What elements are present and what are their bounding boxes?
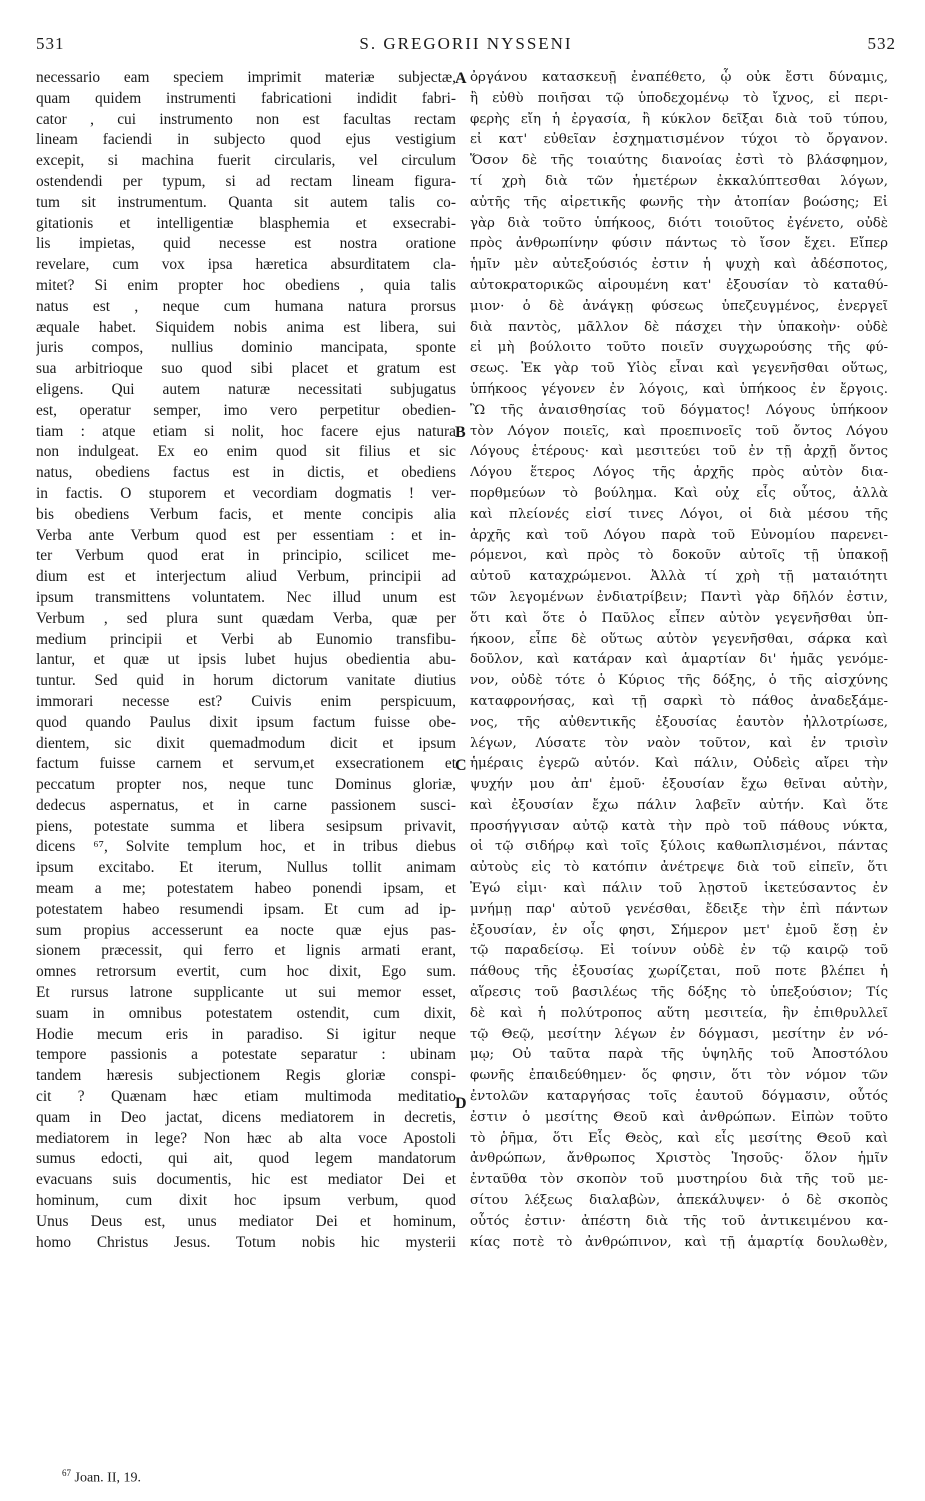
greek-text-line: δοῦλον, καὶ κατάραν καὶ ἁμαρτίαν δι' ἡμᾶς γενόμε-	[470, 652, 888, 668]
greek-text-line: ὀργάνου κατασκευῇ ἐναπέθετο, ᾧ οὐκ ἔστι δύναμις,	[470, 70, 888, 85]
latin-text-line: meam a me; potestatem habeo ponendi ipsam, et	[36, 880, 456, 898]
margin-marker-b: B	[455, 424, 466, 441]
latin-text-line: est, operatur semper, imo vero perpetitur obedien-	[36, 401, 456, 419]
latin-text-line: necessario eam speciem imprimit materiæ subjectæ,	[36, 69, 456, 86]
footnote-mark: 67	[62, 1468, 71, 1478]
page-number-right: 532	[867, 34, 896, 53]
greek-text-line: ἀρχῆς καὶ τοῦ Λόγου παρὰ τοῦ Εὐνομίου παρενει-	[470, 527, 888, 543]
greek-text-line: ὅτι καὶ ὅτε ὁ Παῦλος εἶπεν αὐτὸν γεγενῆσθαι ὑπ-	[470, 610, 888, 626]
greek-text-line: πορθμεύων τὸ βούλημα. Καὶ οὐχ εἷς οὗτος, ἀλλὰ	[470, 485, 888, 501]
latin-text-line: excepit, si machina fuerit circularis, vel circulum	[36, 152, 456, 170]
latin-text-line: dedecus aspernatus, et in carne passionem susci-	[36, 796, 456, 814]
margin-marker-a: A	[455, 70, 467, 87]
latin-text-line: quam in Deo jactat, dicens mediatorem in decretis,	[36, 1108, 456, 1126]
greek-column	[470, 68, 888, 1253]
latin-text-line: lantur, et quæ ut ipsis lubet hujus obedientia abu-	[36, 651, 456, 669]
greek-text-line: πάθους τῆς ἐξουσίας χωρίζεται, ποῦ ποτε βλέπει ἡ	[470, 964, 888, 980]
latin-text-line: in factis. O stuporem et vecordiam dogmatis ! ver-	[36, 484, 456, 502]
greek-text-line: ἀνθρώπων, ἄνθρωπος Χριστὸς Ἰησοῦς· ὅλον ἡμῖν	[470, 1151, 888, 1167]
greek-text-line: ἡμέραις ἐγερῶ αὐτόν. Καὶ πάλιν, Οὐδεὶς αἴρει τὴν	[470, 756, 888, 772]
greek-text-line: τῷ Θεῷ, μεσίτην λέγων ἐν δόγμασι, μεσίτην ἐν νό-	[470, 1026, 888, 1042]
page-number-left: 531	[36, 34, 65, 53]
latin-text-line: Et rursus latrone supplicante ut sui memor esset,	[36, 984, 456, 1002]
greek-text-line: μιον· ὁ δὲ ἀνάγκῃ φύσεως ὑπεζευγμένος, ἐνεργεῖ	[470, 298, 888, 314]
greek-text-line: οὗτός ἐστιν· ἀπέστη διὰ τῆς τοῦ ἀντικειμένου κα-	[470, 1213, 888, 1229]
footnote	[62, 1468, 141, 1487]
latin-text-line: medium principii et Verbi ab Eunomio transfibu-	[36, 630, 456, 648]
latin-text-line: piens, potestate summa et libera sesipsum privavit,	[36, 817, 456, 835]
greek-text-line: μνήμῃ παρ' αὐτοῦ γενέσθαι, ἔδειξε τὴν ἐπὶ πάντων	[470, 901, 888, 917]
latin-text-line: tuntur. Sed quid in horum dictorum vanitate diutius	[36, 672, 456, 690]
latin-text-line: sum propius accesserunt ea nocte quæ ejus pas-	[36, 921, 456, 939]
greek-text-line: Λόγους ἑτέρους· καὶ μεσιτεύει τοῦ ἐν τῇ ἀρχῇ ὄντος	[470, 444, 888, 460]
greek-text-line: πρὸς ἀνθρωπίνην φύσιν πάντως τὸ ἴσον ἔχει. Εἴπερ	[470, 236, 888, 252]
greek-text-line: τὸ ῥῆμα, ὅτι Εἷς Θεὸς, καὶ εἷς μεσίτης Θεοῦ καὶ	[470, 1130, 888, 1146]
greek-text-line: ἐξουσίαν, ἐν οἷς φησι, Σήμερον μετ' ἐμοῦ ἔσῃ ἐν	[470, 922, 888, 938]
latin-text-line: immorari necesse est? Cuivis enim perspicuum,	[36, 692, 456, 710]
page-header	[36, 34, 896, 56]
latin-text-line: dium est et interjectum aliud Verbum, principii ad	[36, 568, 456, 586]
greek-text-line: σεως. Ἐκ γὰρ τοῦ Υἱὸς εἶναι καὶ γεγενῆσθαι οὕτως,	[470, 361, 888, 377]
greek-text-line: αὐτοκρατορικῶς αἱρουμένη κατ' ἐξουσίαν τὸ καταθύ-	[470, 277, 888, 293]
greek-text-line: τῶν λεγομένων ἐνδιατρίβειν; Παντὶ γὰρ δῆλόν ἐστιν,	[470, 589, 888, 605]
latin-text-line: quam quidem instrumenti fabricationi indidit fabri-	[36, 89, 456, 107]
greek-text-line: ἐστιν ὁ μεσίτης Θεοῦ καὶ ἀνθρώπων. Εἰπὼν τοῦτο	[470, 1109, 888, 1125]
latin-text-line: eligens. Qui autem naturæ necessitati subjugatus	[36, 380, 456, 398]
greek-text-line: εἰ κατ' εὐθεῖαν ἐσχηματισμένον τύχοι τὸ ὄργανον.	[470, 132, 888, 148]
greek-text-line: διὰ παντὸς, μᾶλλον δὲ πάσχει τὴν ὑπακοὴν· οὐδὲ	[470, 319, 888, 335]
greek-text-line: ὑπήκοος γέγονεν ἐν λόγοις, καὶ ὑπήκοος ἐν ἔργοις.	[470, 381, 888, 397]
greek-text-line: αὐτοῦ καταχρώμενοι. Ἀλλὰ τί χρὴ τῇ ματαιότητι	[470, 569, 888, 585]
greek-text-line: δὲ καὶ ἡ πολύτροπος αὕτη μεσιτεία, ἣν ἐπιθρυλλεῖ	[470, 1005, 888, 1021]
greek-text-line: καὶ ἐξουσίαν ἔχω πάλιν λαβεῖν αὐτήν. Καὶ ὅτε	[470, 797, 888, 813]
latin-text-line: natus est , neque cum humana natura prorsus	[36, 297, 456, 315]
greek-text-line: φερὴς εἴη ἡ ἐργασία, ἢ κύκλον δεῖξαι διὰ τοῦ τύπου,	[470, 111, 888, 127]
latin-text-line: ipsum transmittens voluntatem. Nec illud unum est	[36, 588, 456, 606]
latin-text-line: natus, obediens factus est in dictis, et obediens	[36, 464, 456, 482]
greek-text-line: ήκοον, εἶπε δὲ οὕτως αὐτὸν γεγενῆσθαι, σάρκα καὶ	[470, 631, 888, 647]
greek-text-line: ἐντολῶν καταργήσας τοῖς ἑαυτοῦ δόγμασιν, οὗτός	[470, 1089, 888, 1105]
latin-text-line: revelare, cum vox ipsa hæretica absurditatem cla-	[36, 256, 456, 274]
latin-text-line: quod quando Paulus dixit ipsum factum fuisse obe-	[36, 713, 456, 731]
latin-column	[36, 68, 456, 1253]
greek-text-line: τῷ παραδείσῳ. Εἰ τοίνυν οὐδὲ ἐν τῷ καιρῷ τοῦ	[470, 943, 888, 959]
latin-text-line: hominum, cum dixit hoc ipsum verbum, quod	[36, 1192, 456, 1210]
greek-text-line: Ἐγώ εἰμι· καὶ πάλιν τοῦ λῃστοῦ ἱκετεύσαντος ἐν	[470, 881, 888, 897]
greek-text-line: καταφρονήσας, καὶ τῇ σαρκὶ τὸ πάθος ἀναδεξάμε-	[470, 693, 888, 709]
latin-text-line: Verba ante Verbum quod est per essentiam : et in-	[36, 526, 456, 544]
latin-text-line: factum fuisse carnem et servum,et exsecrationem et	[36, 755, 456, 773]
greek-text-line: καὶ πλείονές εἰσί τινες Λόγοι, οἱ διὰ μέσου τῆς	[470, 506, 888, 522]
greek-text-line: εἰ μὴ βούλοιτο τοῦτο ποιεῖν συγχωρούσης τῆς φύ-	[470, 340, 888, 356]
margin-marker-d: D	[455, 1095, 467, 1112]
greek-text-line: οἱ τῷ σιδήρῳ καὶ τοῖς ξύλοις καθωπλισμένοι, πάντας	[470, 839, 888, 855]
latin-text-line: mitet? Si enim propter hoc obediens , quia talis	[36, 276, 456, 294]
latin-text-line: gitationis et intelligentiæ blasphemia et exsecrabi-	[36, 214, 456, 232]
greek-text-line: σίτου λέξεως διαλαβὼν, ἀπεκάλυψεν· ὁ δὲ σκοπὸς	[470, 1193, 888, 1209]
greek-text-line: ἢ εὐθὺ ποιῆσαι τῷ ὑποδεχομένῳ τὸ ἴχνος, εἰ περι-	[470, 90, 888, 106]
latin-text-line: lineam faciendi in subjecto quod ejus vestigium	[36, 131, 456, 149]
greek-text-line: φωνῆς ἐπαιδεύθημεν· ὅς φησιν, ὅτι τὸν νόμον τῶν	[470, 1068, 888, 1084]
latin-text-line: non indulgeat. Ex eo enim quod sit filius et sic	[36, 443, 456, 461]
greek-text-line: νον, οὐδὲ τότε ὁ Κύριος τῆς δόξης, ὁ τῆς αἰσχύνης	[470, 673, 888, 689]
latin-text-line: peccatum propter nos, neque tunc Dominus gloriæ,	[36, 776, 456, 794]
latin-text-line: potestatem habeo resumendi ipsam. Et cum ad ip-	[36, 900, 456, 918]
latin-text-line: lis impietas, quid necesse est nostra oratione	[36, 235, 456, 253]
latin-text-line: omnes retrorsum evertit, cum hoc dixit, Ego sum.	[36, 963, 456, 981]
latin-text-line: cit ? Quænam hæc etiam multimoda meditatio	[36, 1088, 456, 1106]
greek-text-line: λέγων, Λύσατε τὸν ναὸν τοῦτον, καὶ ἐν τρισὶν	[470, 735, 888, 751]
latin-text-line: tum sit instrumentum. Quanta sit autem talis co-	[36, 193, 456, 211]
greek-text-line: γὰρ διὰ τοῦτο ὑπήκοος, διότι τοιοῦτος ἐγένετο, οὐδὲ	[470, 215, 888, 231]
greek-text-line: τὸν Λόγον ποιεῖς, καὶ προεπινοεῖς τοῦ ὄντος Λόγου	[470, 423, 888, 439]
greek-text-line: αὐτοὺς εἰς τὸ κατόπιν ἀνέτρεψε διὰ τοῦ εἰπεῖν, ὅτι	[470, 860, 888, 876]
latin-text-line: Unus Deus est, unus mediator Dei et hominum,	[36, 1212, 456, 1230]
greek-text-line: τί χρὴ διὰ τῶν ἡμετέρων ἐκκαλύπτεσθαι λόγων,	[470, 173, 888, 189]
greek-text-line: αὐτῆς τῆς αἱρετικῆς φωνῆς τὴν ἀτοπίαν βοώσης; Εἰ	[470, 194, 888, 210]
running-title: S. GREGORII NYSSENI	[359, 34, 573, 53]
greek-text-line: Λόγου ἕτερος Λόγος τῆς ἀρχῆς πρὸς αὐτὸν δια-	[470, 465, 888, 481]
latin-text-line: dientem, sic dixit quemadmodum dicit et ipsum	[36, 734, 456, 752]
latin-text-line: ipsum excitabo. Et iterum, Nullus tollit animam	[36, 859, 456, 877]
latin-text-line: Hodie mecum eris in paradiso. Si igitur neque	[36, 1025, 456, 1043]
greek-text-line: ἐνταῦθα τὸν σκοπὸν τοῦ μυστηρίου διὰ τῆς τοῦ με-	[470, 1172, 888, 1188]
latin-text-line: sua arbitrioque suo quod sibi placet et gratum est	[36, 360, 456, 378]
greek-text-line: Ὅσον δὲ τῆς τοιαύτης διανοίας ἐστὶ τὸ βλάσφημον,	[470, 153, 888, 169]
greek-text-line: μῳ; Οὐ ταῦτα παρὰ τῆς ὑψηλῆς τοῦ Ἀποστόλου	[470, 1047, 888, 1063]
latin-text-line: cator , cui instrumento non est facultas rectam	[36, 110, 456, 128]
greek-text-line: προσήγγισαν αὐτῷ κατὰ τὴν πρὸ τοῦ πάθους νύκτα,	[470, 818, 888, 834]
latin-text-line: evacuans suis documentis, hic est mediator Dei et	[36, 1171, 456, 1189]
greek-text-line: ρόμενοι, καὶ πρὸς τὸ δοκοῦν αὐτοῖς τῇ ὑπακοῇ	[470, 548, 888, 564]
latin-text-line: ostendendi per typum, si ad rectam lineam figura-	[36, 172, 456, 190]
latin-text-line: sumus edocti, qui ait, quod legem mandatorum	[36, 1150, 456, 1168]
latin-text-line: sionem præcessit, qui ferro et lignis armati erant,	[36, 942, 456, 960]
latin-text-line: juris compos, nullius dominio mancipata, sponte	[36, 339, 456, 357]
greek-text-line: αἵρεσις τοῦ βασιλέως τῆς δόξης τὸ ὑπεξούσιον; Τίς	[470, 985, 888, 1001]
latin-text-line: tempore passionis a potestate separatur : ubinam	[36, 1046, 456, 1064]
latin-text-line: bis obediens Verbum facis, et mente concipis alia	[36, 505, 456, 523]
latin-text-line: ter Verbum quod erat in principio, scilicet me-	[36, 547, 456, 565]
greek-text-line: κίας ποτὲ τὸ ἀνθρώπινον, καὶ τῇ ἁμαρτίᾳ δουλωθὲν,	[470, 1234, 888, 1250]
greek-text-line: ψυχήν μου ἀπ' ἐμοῦ· ἐξουσίαν ἔχω θεῖναι αὐτὴν,	[470, 777, 888, 793]
latin-text-line: suam in omnibus potestatem ostendit, cum dixit,	[36, 1004, 456, 1022]
latin-text-line: tiam : atque etiam si nolit, hoc facere ejus natura	[36, 422, 456, 440]
margin-marker-c: C	[455, 757, 467, 774]
latin-text-line: dicens ⁶⁷, Solvite templum hoc, et in tribus diebus	[36, 838, 456, 856]
footnote-text: Joan. II, 19.	[74, 1470, 141, 1486]
greek-text-line: Ὢ τῆς ἀναισθησίας τοῦ δόγματος! Λόγους ὑπήκοον	[470, 402, 888, 418]
latin-text-line: æquale habet. Siquidem nobis anima est libera, sui	[36, 318, 456, 336]
latin-text-line: mediatorem in lege? Non hæc ab alta voce Apostoli	[36, 1129, 456, 1147]
greek-text-line: ἡμῖν μὲν αὐτεξούσιός ἐστιν ἡ ψυχὴ καὶ ἀδέσποτος,	[470, 257, 888, 273]
latin-text-line: homo Christus Jesus. Totum nobis hic mysterii	[36, 1233, 456, 1251]
latin-text-line: Verbum , sed plura sunt quædam Verba, quæ per	[36, 609, 456, 627]
greek-text-line: νος, τῆς αὐθεντικῆς ἐξουσίας ἑαυτὸν ἠλλοτρίωσε,	[470, 714, 888, 730]
latin-text-line: tandem hæresis subjectionem Regis gloriæ conspi-	[36, 1067, 456, 1085]
